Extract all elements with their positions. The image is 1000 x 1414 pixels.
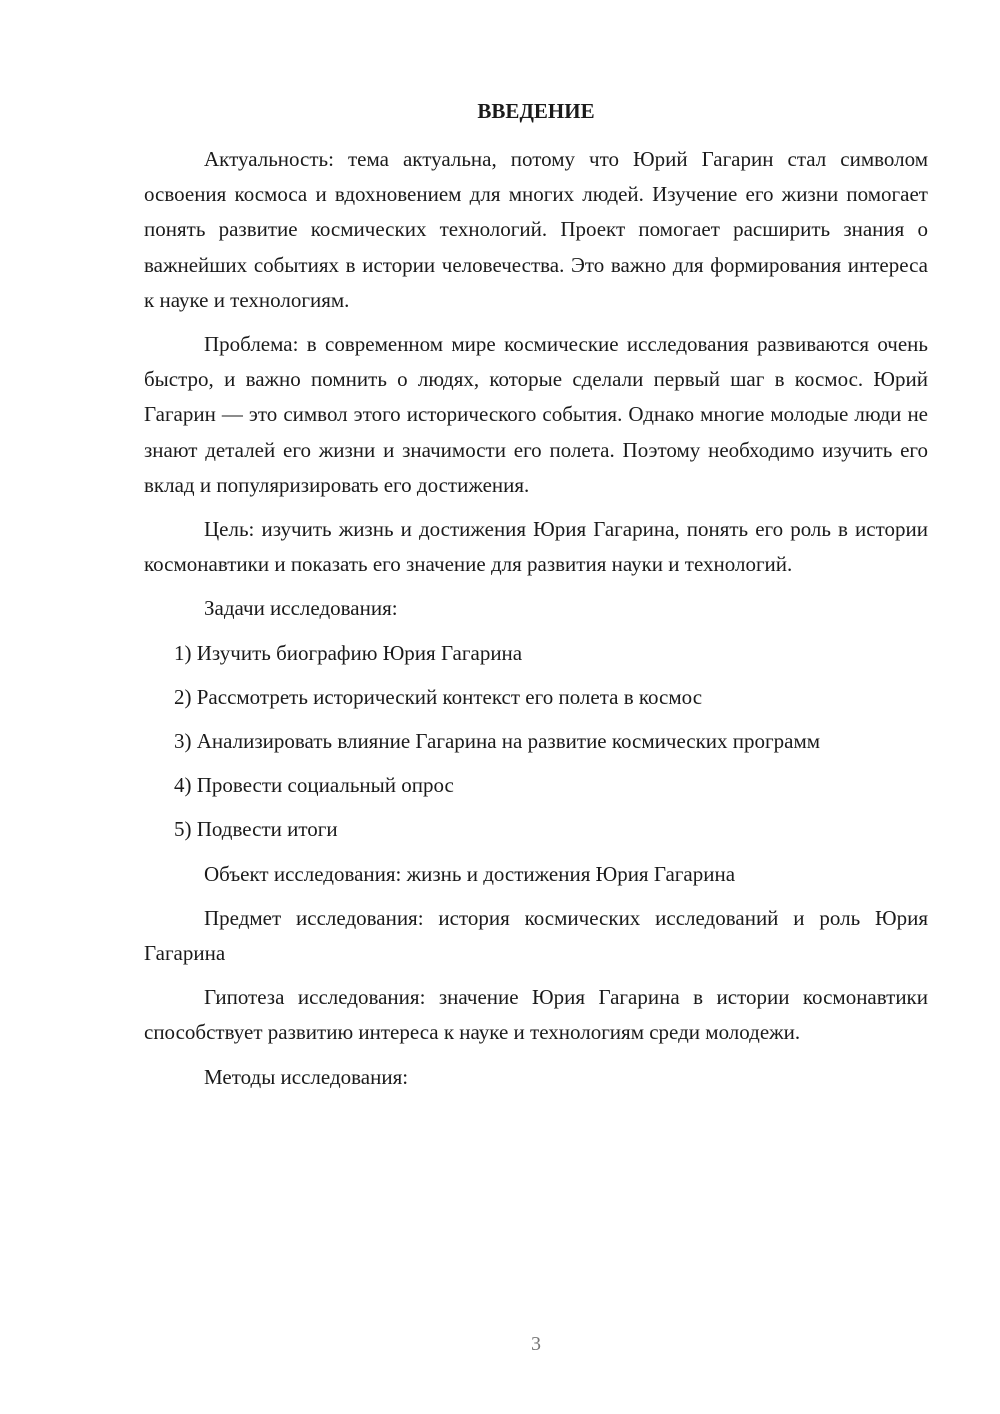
paragraph-problem: Проблема: в современном мире космические исследования развиваются очень быстро, и важно помнить о людях, которые сделали первый шаг в космос. Юрий Гагарин — это символ этого исторического события. Однако многие молодые люди не знают деталей его жизни и значимости его полета. Поэтому необходимо изучить его вклад и популяризировать его достижения. bbox=[144, 332, 928, 497]
paragraph-subject: Предмет исследования: история космических исследований и роль Юрия Гагарина bbox=[144, 905, 928, 966]
paragraph-object: Объект исследования: жизнь и достижения Юрия Гагарина bbox=[204, 861, 736, 886]
paragraph-hypothesis: Гипотеза исследования: значение Юрия Гагарина в истории космонавтики способствует развитию интереса к науке и технологиям среди молодежи. bbox=[144, 985, 928, 1045]
task-item-4: 4) Провести социальный опрос bbox=[174, 773, 454, 798]
task-item-1: 1) Изучить биографию Юрия Гагарина bbox=[174, 640, 523, 665]
paragraph-relevance: Актуальность: тема актуальна, потому что Юрий Гагарин стал символом освоения космоса и вдохновением для многих людей. Изучение его жизни помогает понять развитие космических технологий. Проект помогает расширить знания о важнейших событиях в истории человечества. Это важно для формирования интереса к науке и технологиям. bbox=[144, 147, 928, 312]
task-item-5: 5) Подвести итоги bbox=[174, 817, 338, 842]
paragraph-methods: Методы исследования: bbox=[204, 1064, 409, 1089]
task-item-3: 3) Анализировать влияние Гагарина на развитие космических программ bbox=[174, 729, 821, 754]
tasks-heading: Задачи исследования: bbox=[204, 596, 398, 621]
document-page bbox=[144, 0, 928, 1414]
page-number: 3 bbox=[531, 1333, 541, 1355]
task-item-2: 2) Рассмотреть исторический контекст его полета в космос bbox=[174, 684, 703, 709]
document-body bbox=[144, 142, 928, 1104]
paragraph-goal: Цель: изучить жизнь и достижения Юрия Гагарина, понять его роль в истории космонавтики и показать его значение для развития науки и технологий. bbox=[144, 517, 928, 577]
page-heading: ВВЕДЕНИЕ bbox=[477, 99, 595, 123]
